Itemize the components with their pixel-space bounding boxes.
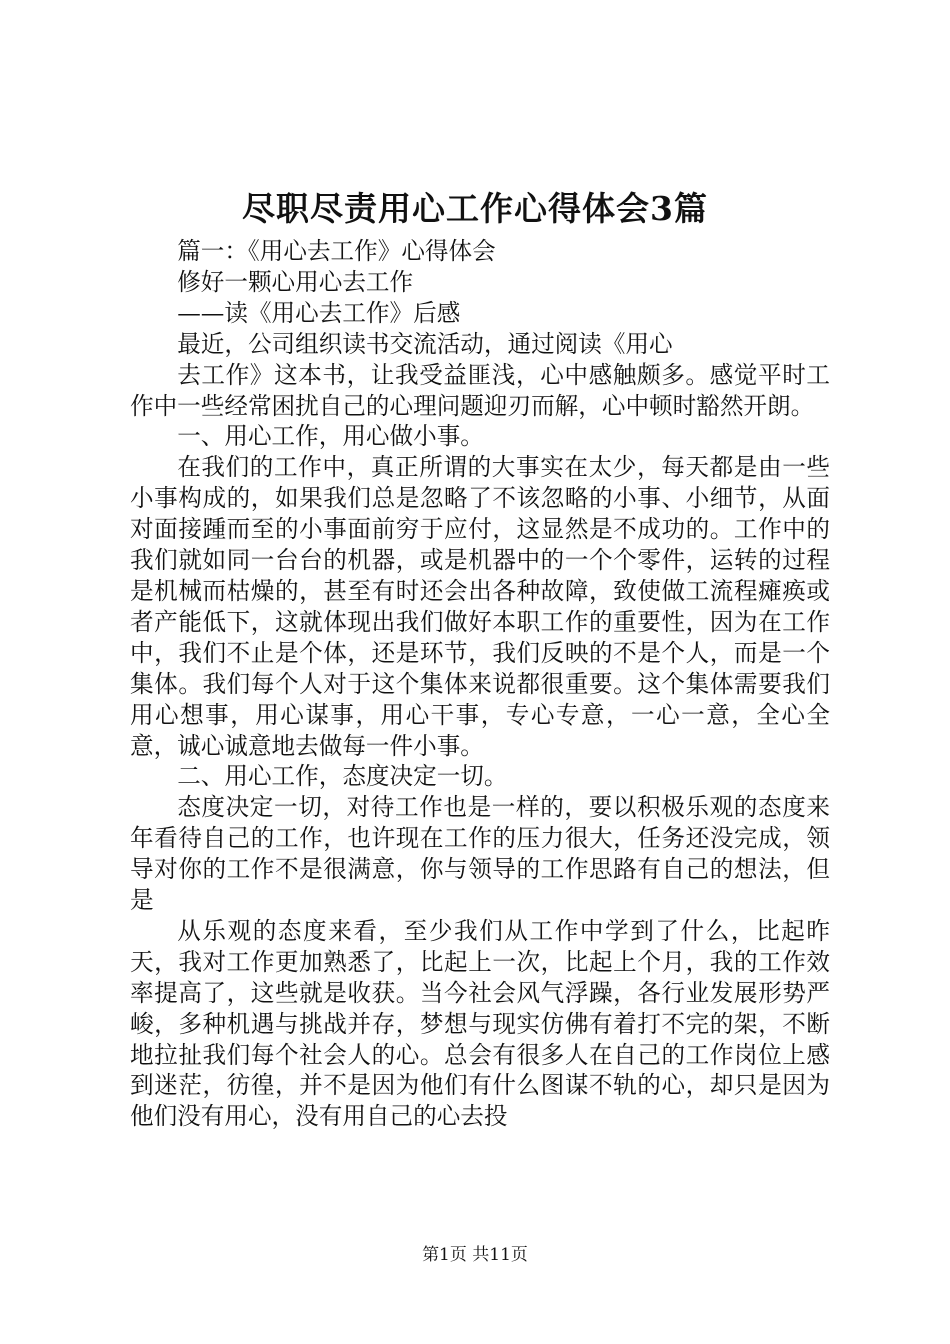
paragraph: 最近，公司组织读书交流活动，通过阅读《用心 [177,329,673,358]
section-heading: 二、用心工作，态度决定一切。 [177,762,508,791]
paragraph: 修好一颗心用心去工作 [177,267,414,296]
paragraph: 在我们的工作中，真正所谓的大事实在太少，每天都是由一些小事构成的，如果我们总是忽略了不该忽略的小事、小细节，从面对面接踵而至的小事面前穷于应付，这显然是不成功的。工作中的我们就如同一台台的机器，或是机器中的一个个零件，运转的过程是机械而枯燥的，甚至有时还会出各种故障，致使做工流程瘫痪或者产能低下，这就体现出我们做好本职工作的重要性，因为在工作中，我们不止是个体，还是环节，我们反映的不是个人，而是一个集体。我们每个人对于这个集体来说都很重要。这个集体需要我们用心想事，用心谋事，用心干事，专心专意，一心一意，全心全意，诚心诚意地去做每一件小事。 [130,453,830,760]
document-title: 尽职尽责用心工作心得体会3篇 [242,189,708,228]
paragraph: 去工作》这本书，让我受益匪浅，心中感触颇多。感觉平时工作中一些经常困扰自己的心理问题迎刃而解，心中顿时豁然开朗。 [130,360,830,420]
paragraph: ——读《用心去工作》后感 [177,298,461,327]
paragraph: 态度决定一切，对待工作也是一样的，要以积极乐观的态度来年看待自己的工作，也许现在工作的压力很大，任务还没完成，领导对你的工作不是很满意，你与领导的工作思路有自己的想法，但是 [130,793,830,915]
page-footer: 第1页 共11页 [422,1245,528,1265]
section-heading: 一、用心工作，用心做小事。 [177,422,484,451]
paragraph: 从乐观的态度来看，至少我们从工作中学到了什么，比起昨天，我对工作更加熟悉了，比起上一次，比起上个月，我的工作效率提高了，这些就是收获。当今社会风气浮躁，各行业发展形势严峻，多种机遇与挑战并存，梦想与现实仿佛有着打不完的架，不断地拉扯我们每个社会人的心。总会有很多人在自己的工作岗位上感到迷茫，彷徨，并不是因为他们有什么图谋不轨的心，却只是因为他们没有用心，没有用自己的心去投 [130,916,830,1131]
document-body [130,236,830,1132]
paragraph: 篇一：《用心去工作》心得体会 [177,237,496,265]
